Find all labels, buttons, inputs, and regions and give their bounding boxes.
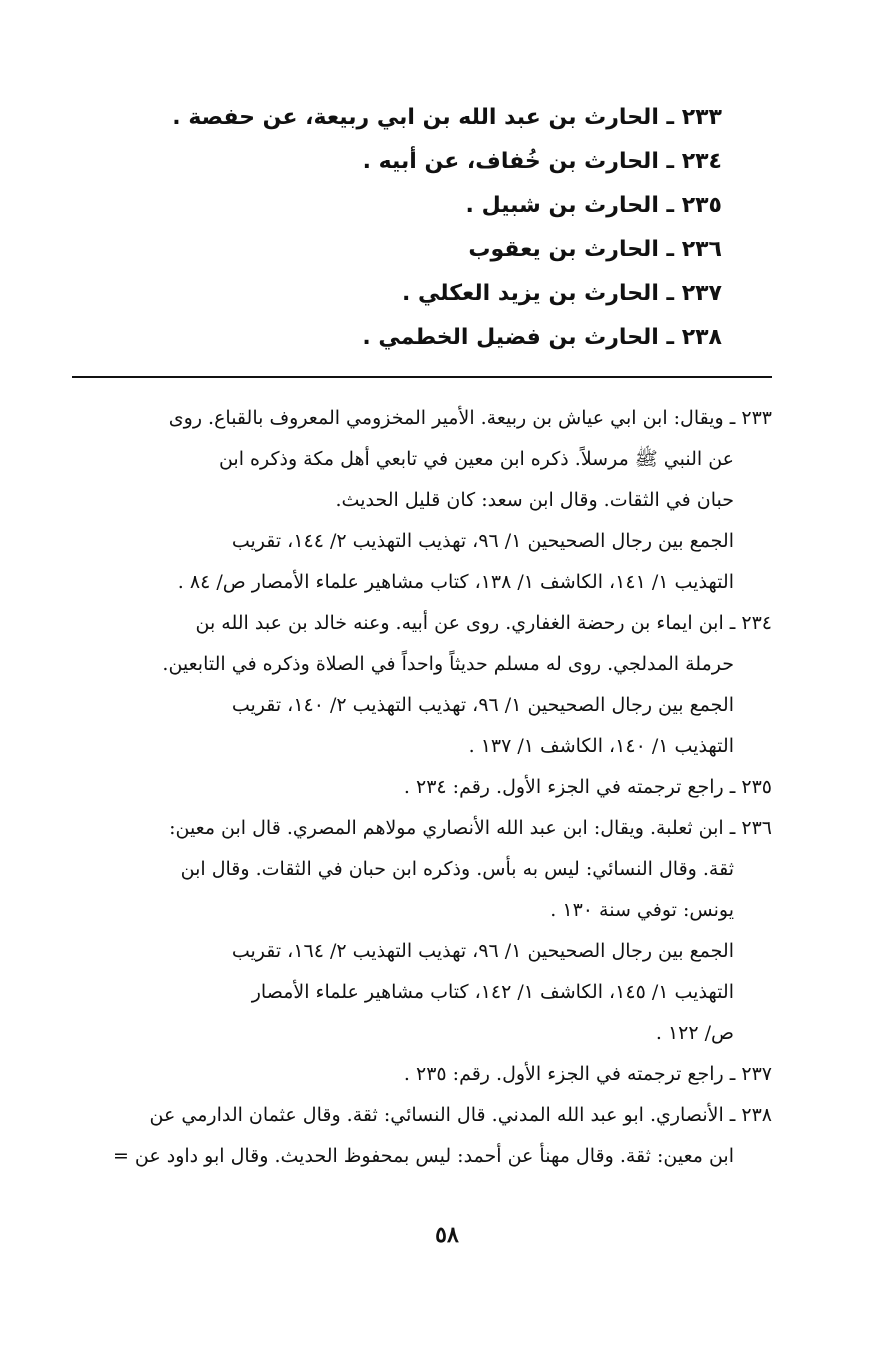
footnote-line: ٢٣٨ ـ الأنصاري. ابو عبد الله المدني. قال النسائي: ثقة. وقال عثمان الدارمي عن <box>149 1104 772 1126</box>
footnote-source-line: الجمع بين رجال الصحيحين ١/ ٩٦، تهذيب التهذيب ٢/ ١٦٤، تقريب <box>231 940 734 962</box>
footnote-line: ٢٣٧ ـ راجع ترجمته في الجزء الأول. رقم: ٢٣٥ . <box>403 1063 772 1085</box>
main-entry-237: ٢٣٧ ـ الحارث بن يزيد العكلي . <box>401 281 722 306</box>
main-entry-234: ٢٣٤ ـ الحارث بن خُفاف، عن أبيه . <box>362 149 722 174</box>
footnote-source-line: التهذيب ١/ ١٤١، الكاشف ١/ ١٣٨، كتاب مشاهير علماء الأمصار ص/ ٨٤ . <box>177 571 734 593</box>
footnote-divider <box>72 376 772 378</box>
footnote-233 <box>72 398 772 603</box>
main-entry-236: ٢٣٦ ـ الحارث بن يعقوب <box>468 237 722 262</box>
footnote-237 <box>72 1054 772 1095</box>
main-entry-233: ٢٣٣ ـ الحارث بن عبد الله بن ابي ربيعة، عن حفصة . <box>172 105 722 130</box>
footnote-236 <box>72 808 772 1054</box>
footnote-line: ٢٣٦ ـ ابن ثعلبة. ويقال: ابن عبد الله الأنصاري مولاهم المصري. قال ابن معين: <box>169 817 772 839</box>
footnote-line: ثقة. وقال النسائي: ليس به بأس. وذكره ابن حبان في الثقات. وقال ابن <box>180 858 734 880</box>
footnote-line: ابن معين: ثقة. وقال مهنأ عن أحمد: ليس بمحفوظ الحديث. وقال ابو داود عن = <box>112 1145 734 1167</box>
footnote-235 <box>72 767 772 808</box>
footnotes <box>72 398 772 1177</box>
main-entry-238: ٢٣٨ ـ الحارث بن فضيل الخطمي . <box>362 325 722 350</box>
footnote-source-line: الجمع بين رجال الصحيحين ١/ ٩٦، تهذيب التهذيب ٢/ ١٤٤، تقريب <box>231 530 734 552</box>
footnote-line: ٢٣٣ ـ ويقال: ابن ابي عياش بن ربيعة. الأمير المخزومي المعروف بالقباع. روى <box>168 407 772 429</box>
footnote-source-line: التهذيب ١/ ١٤٠، الكاشف ١/ ١٣٧ . <box>468 735 734 757</box>
footnote-line: ٢٣٥ ـ راجع ترجمته في الجزء الأول. رقم: ٢٣٤ . <box>403 776 772 798</box>
footnote-source-line: ص/ ١٢٢ . <box>655 1022 734 1044</box>
footnote-line: حبان في الثقات. وقال ابن سعد: كان قليل الحديث. <box>335 489 734 511</box>
footnote-line: يونس: توفي سنة ١٣٠ . <box>550 899 734 921</box>
footnote-line: حرملة المدلجي. روى له مسلم حديثاً واحداً في الصلاة وذكره في التابعين. <box>162 653 734 675</box>
footnote-234 <box>72 603 772 767</box>
footnote-source-line: الجمع بين رجال الصحيحين ١/ ٩٦، تهذيب التهذيب ٢/ ١٤٠، تقريب <box>231 694 734 716</box>
footnote-source-line: التهذيب ١/ ١٤٥، الكاشف ١/ ١٤٢، كتاب مشاهير علماء الأمصار <box>251 981 734 1003</box>
footnote-line: ٢٣٤ ـ ابن ايماء بن رحضة الغفاري. روى عن أبيه. وعنه خالد بن عبد الله بن <box>195 612 772 634</box>
main-entry-235: ٢٣٥ ـ الحارث بن شبيل . <box>465 193 722 218</box>
main-entries-list <box>122 96 722 360</box>
footnote-238 <box>72 1095 772 1177</box>
footnote-line: عن النبي ﷺ مرسلاً. ذكره ابن معين في تابعي أهل مكة وذكره ابن <box>218 448 734 470</box>
page-number: ٥٨ <box>435 1222 459 1248</box>
